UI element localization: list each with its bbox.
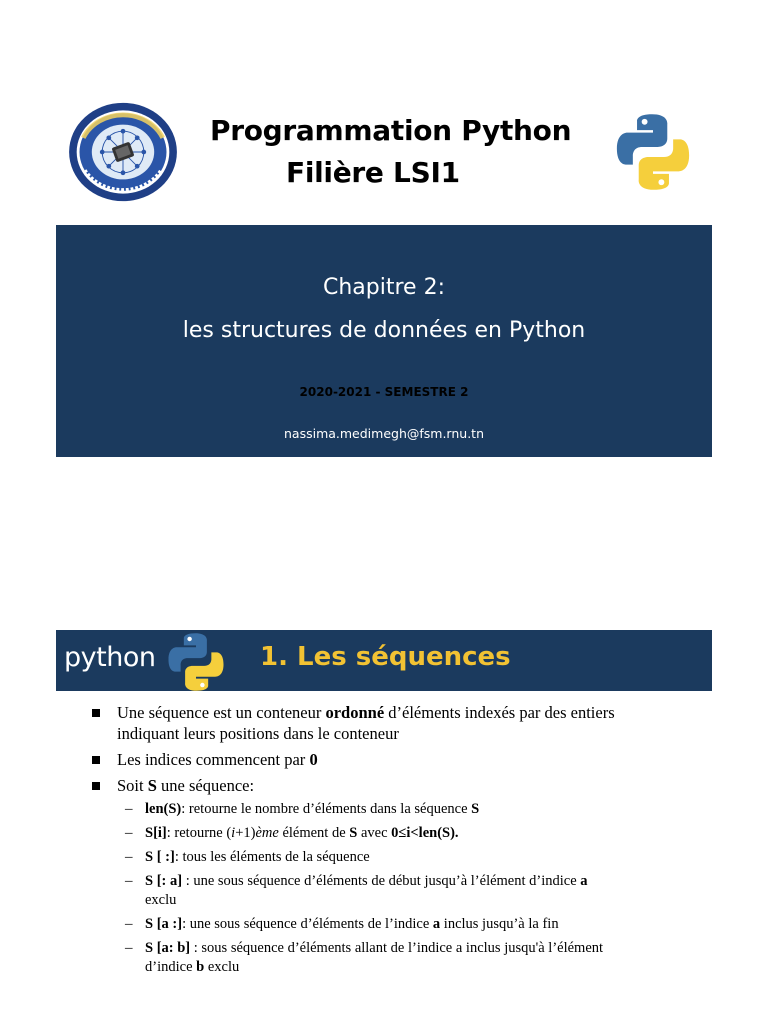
sub-item	[145, 824, 695, 843]
python-logo-icon	[608, 110, 698, 194]
semester-label: 2020-2021 - SEMESTRE 2	[299, 385, 469, 399]
sub-text: avec	[357, 825, 392, 841]
bullet-item	[117, 775, 687, 796]
sub-italic: ème	[255, 825, 279, 841]
sub-bold: 0≤i<len(S).	[391, 825, 459, 841]
sub-italic: i	[231, 825, 236, 841]
bullet-bold: ordonné	[325, 703, 385, 722]
sub-item	[145, 939, 695, 977]
sub-bold: S [: a]	[145, 873, 183, 889]
sub-item	[145, 915, 695, 934]
dash-marker: –	[125, 873, 133, 889]
bullet-text: d’éléments indexés par des entiers	[384, 703, 615, 722]
chapter-banner	[56, 225, 712, 457]
dash-marker: –	[125, 825, 133, 841]
sub-item	[145, 800, 695, 819]
course-title-line2: Filière LSI1	[286, 156, 460, 189]
sub-bold: a	[580, 873, 588, 889]
sub-bold: S	[349, 825, 358, 841]
bullet-square-icon	[92, 756, 100, 764]
faculty-seal-logo	[66, 100, 180, 204]
sub-text: : une sous séquence d’éléments de l’indice	[182, 916, 433, 932]
sub-bold: S [a :]	[145, 916, 183, 932]
sub-text: élément de	[278, 825, 350, 841]
dash-marker: –	[125, 916, 133, 932]
bullet-square-icon	[92, 709, 100, 717]
bullet-text: Les indices commencent par	[117, 750, 310, 769]
sub-bold: b	[196, 959, 205, 975]
chapter-title: les structures de données en Python	[182, 318, 586, 343]
bullet-text: une séquence:	[156, 776, 255, 795]
author-email: nassima.medimegh@fsm.rnu.tn	[283, 426, 484, 441]
course-title-line1: Programmation Python	[210, 114, 572, 147]
section-title: 1. Les séquences	[260, 642, 511, 672]
bullet-bold: 0	[309, 750, 318, 769]
sub-bold: S[i]	[145, 825, 167, 841]
sub-text: inclus jusqu’à la fin	[440, 916, 559, 932]
bullet-item	[117, 702, 687, 744]
sub-bold: len(S)	[145, 801, 182, 817]
dash-marker: –	[125, 801, 133, 817]
sub-text: : sous séquence d’éléments allant de l’indice a inclus jusqu'à l’élément	[190, 940, 604, 956]
sub-item	[145, 872, 695, 910]
course-title-block	[200, 112, 580, 192]
sub-bold: S [a: b]	[145, 940, 191, 956]
title-slide	[0, 0, 768, 500]
bullet-bold: S	[147, 776, 157, 795]
python-logo-icon	[160, 630, 232, 694]
bullet-text: Soit	[117, 776, 148, 795]
sub-bold: S	[471, 801, 480, 817]
sub-text: : une sous séquence d’éléments de début jusqu’à l’élément d’indice	[182, 873, 581, 889]
sub-text: : tous les éléments de la séquence	[174, 849, 370, 865]
bullet-text: indiquant leurs positions dans le conteneur	[117, 724, 399, 743]
sub-text: : retourne (	[166, 825, 232, 841]
sub-text: exclu	[204, 959, 240, 975]
sub-text: : retourne le nombre d’éléments dans la séquence	[181, 801, 472, 817]
section-header	[56, 630, 712, 691]
dash-marker: –	[125, 849, 133, 865]
sub-bold: S [ :]	[145, 849, 175, 865]
sub-bold: a	[432, 916, 441, 932]
dash-marker: –	[125, 940, 133, 956]
bullet-item	[117, 749, 687, 770]
bullet-text: Une séquence est un conteneur	[117, 703, 326, 722]
chapter-number: Chapitre 2:	[323, 275, 445, 300]
sequences-slide	[0, 600, 768, 1024]
sub-text: exclu	[145, 892, 177, 908]
sub-text: +1)	[235, 825, 256, 841]
sub-text: d’indice	[145, 959, 197, 975]
python-wordmark: python	[64, 642, 156, 673]
bullet-square-icon	[92, 782, 100, 790]
sub-item	[145, 848, 695, 867]
